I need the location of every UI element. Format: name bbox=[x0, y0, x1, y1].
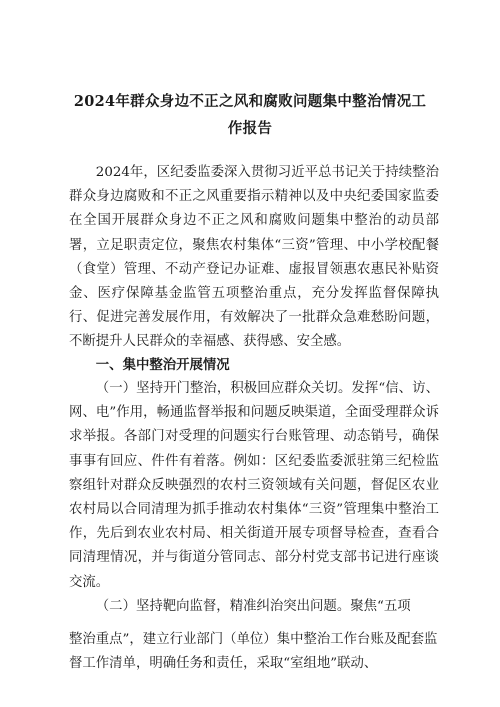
section-1-paragraph-1: （一）坚持开门整治，积极回应群众关切。发挥“信、访、网、电”作用，畅通监督举报和问题反映渠道，全面受理群众诉求举报。各部门对受理的问题实行台账管理、动态销号，确保事事有回应、件件有着落。例如：区纪委监委派驻第三纪检监察组针对群众反映强烈的农村三资领域有关问题，督促区农业农村局以合同清理为抓手推动农村集体“三资”管理集中整治工作，先后到农业农村局、相关街道开展专项督导检查，查看合同清理情况，并与街道分管同志、部分村党支部书记进行座谈交流。 bbox=[69, 381, 439, 590]
document-title-continued: 作报告 bbox=[227, 120, 273, 137]
section-1-paragraph-2-line-2: 整治重点”，建立行业部门（单位）集中整治工作台账及配套监 bbox=[69, 632, 438, 647]
section-heading-1: 一、集中整治开展情况 bbox=[95, 357, 230, 373]
intro-paragraph: 2024年，区纪委监委深入贯彻习近平总书记关于持续整治群众身边腐败和不正之风重要指示精神以及中央纪委国家监委在全国开展群众身边不正之风和腐败问题集中整治的动员部署，立足职责定位，聚焦农村集体“三资”管理、中小学校配餐（食堂）管理、不动产登记办证难、虚报冒领惠农惠民补贴资金、医疗保障基金监管五项整治重点，充分发挥监督保障执行、促进完善发展作用，有效解决了一批群众急难愁盼问题，不断提升人民群众的幸福感、获得感、安全感。 bbox=[69, 165, 439, 350]
document-title: 2024年群众身边不正之风和腐败问题集中整治情况工 bbox=[73, 93, 427, 110]
section-1-paragraph-2-line-3: 督工作清单，明确任务和责任，采取“室组地”联动、 bbox=[69, 656, 378, 671]
section-1-paragraph-2-line-1: （二）坚持靶向监督，精准纠治突出问题。聚焦“五项 bbox=[95, 599, 411, 614]
